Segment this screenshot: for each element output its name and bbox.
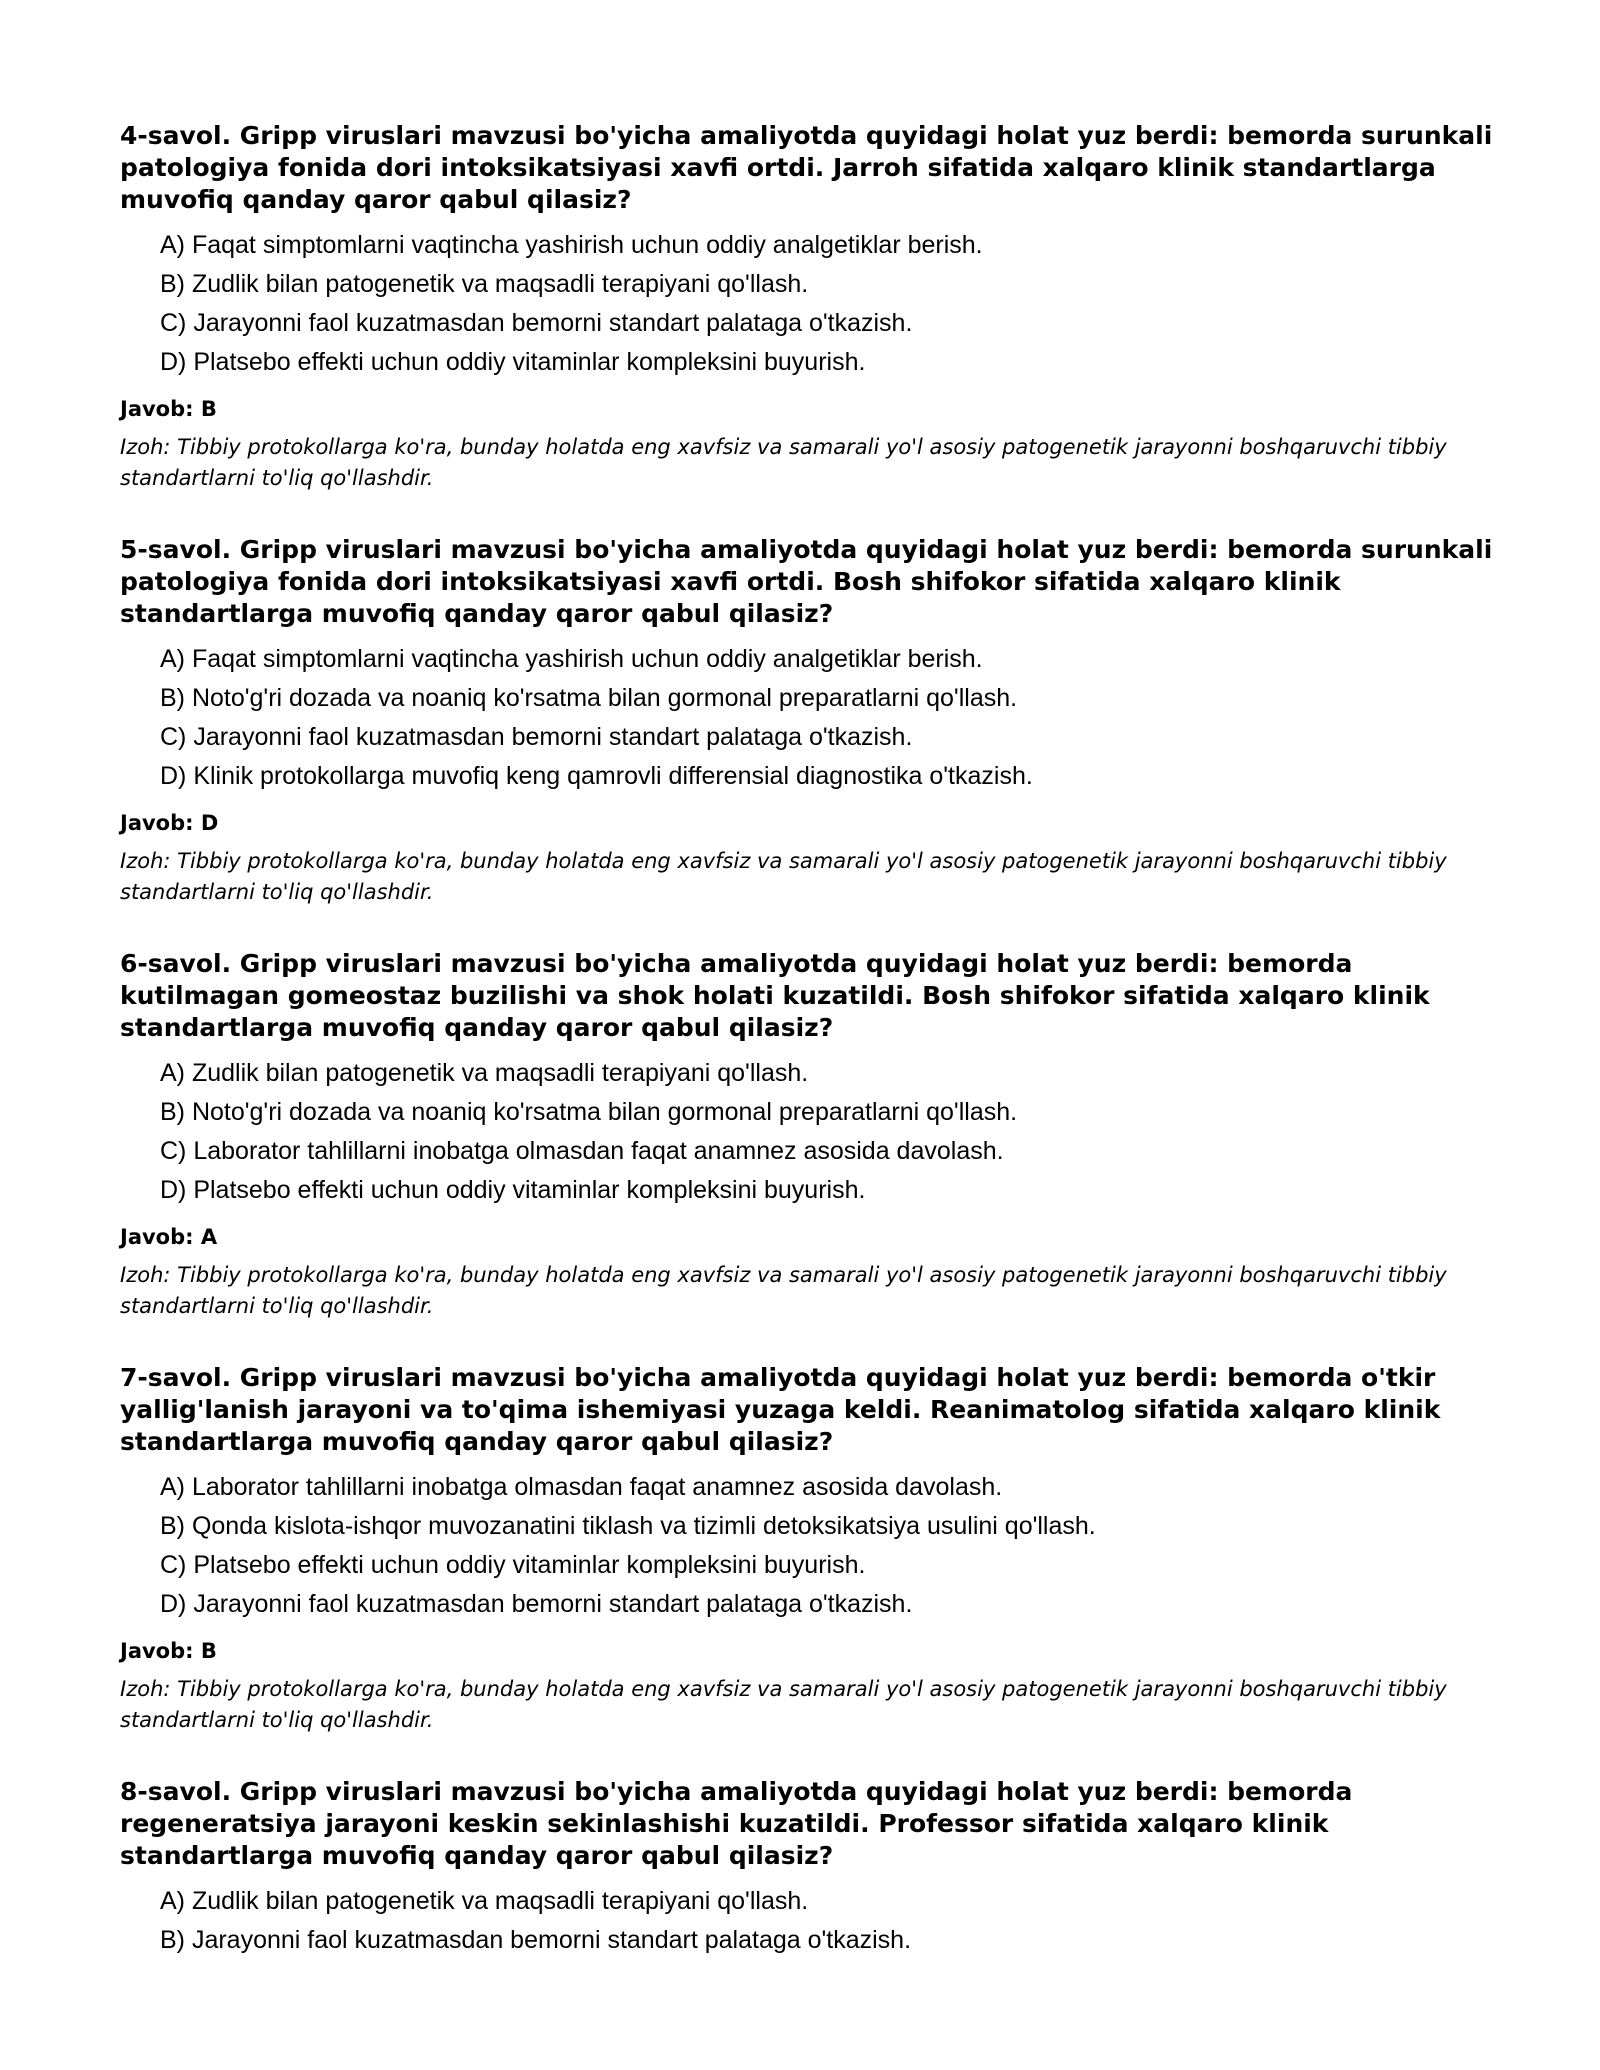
option-c: C) Jarayonni faol kuzatmasdan bemorni standart palataga o'tkazish. xyxy=(160,309,913,337)
explanation-text: Izoh: Tibbiy protokollarga ko'ra, bunday holatda eng xavfsiz va samarali yo'l asosiy patogenetik jarayonni boshqaruvchi tibbiy standartlarni to'liq qo'llashdir. xyxy=(120,435,1447,490)
question-block-6 xyxy=(120,948,1500,1322)
option-a: A) Faqat simptomlarni vaqtincha yashirish uchun oddiy analgetiklar berish. xyxy=(160,231,983,259)
option-d: D) Platsebo effekti uchun oddiy vitaminlar kompleksini buyurish. xyxy=(160,1176,866,1204)
question-block-4 xyxy=(120,120,1500,494)
answer-label: Javob: A xyxy=(120,1225,218,1249)
question-text: 5-savol. Gripp viruslari mavzusi bo'yicha amaliyotda quyidagi holat yuz berdi: bemorda surunkali patologiya fonida dori intoksikatsiyasi xavfi ortdi. Bosh shifokor sifatida xalqaro klinik standartlarga muvofiq qanday qaror qabul qilasiz? xyxy=(120,535,1493,628)
option-a: A) Faqat simptomlarni vaqtincha yashirish uchun oddiy analgetiklar berish. xyxy=(160,645,983,673)
option-c: C) Laborator tahlillarni inobatga olmasdan faqat anamnez asosida davolash. xyxy=(160,1137,1004,1165)
question-block-8 xyxy=(120,1776,1500,1960)
options-list xyxy=(120,640,1500,796)
answer-label: Javob: B xyxy=(120,397,217,421)
answer-label: Javob: B xyxy=(120,1639,217,1663)
question-text: 8-savol. Gripp viruslari mavzusi bo'yicha amaliyotda quyidagi holat yuz berdi: bemorda regeneratsiya jarayoni keskin sekinlashishi kuzatildi. Professor sifatida xalqaro klinik standartlarga muvofiq qanday qaror qabul qilasiz? xyxy=(120,1777,1353,1870)
option-d: D) Klinik protokollarga muvofiq keng qamrovli differensial diagnostika o'tkazish. xyxy=(160,762,1033,790)
question-block-7 xyxy=(120,1362,1500,1736)
question-block-5 xyxy=(120,534,1500,908)
option-b: B) Noto'g'ri dozada va noaniq ko'rsatma bilan gormonal preparatlarni qo'llash. xyxy=(160,1098,1018,1126)
option-b: B) Noto'g'ri dozada va noaniq ko'rsatma bilan gormonal preparatlarni qo'llash. xyxy=(160,684,1018,712)
option-b: B) Qonda kislota-ishqor muvozanatini tiklash va tizimli detoksikatsiya usulini qo'llash. xyxy=(160,1512,1096,1540)
document-page xyxy=(120,120,1500,2000)
option-d: D) Jarayonni faol kuzatmasdan bemorni standart palataga o'tkazish. xyxy=(160,1590,913,1618)
option-c: C) Jarayonni faol kuzatmasdan bemorni standart palataga o'tkazish. xyxy=(160,723,913,751)
explanation-text: Izoh: Tibbiy protokollarga ko'ra, bunday holatda eng xavfsiz va samarali yo'l asosiy patogenetik jarayonni boshqaruvchi tibbiy standartlarni to'liq qo'llashdir. xyxy=(120,1677,1447,1732)
question-text: 4-savol. Gripp viruslari mavzusi bo'yicha amaliyotda quyidagi holat yuz berdi: bemorda surunkali patologiya fonida dori intoksikatsiyasi xavfi ortdi. Jarroh sifatida xalqaro klinik standartlarga muvofiq qanday qaror qabul qilasiz? xyxy=(120,121,1493,214)
options-list xyxy=(120,226,1500,382)
option-a: A) Zudlik bilan patogenetik va maqsadli terapiyani qo'llash. xyxy=(160,1887,809,1915)
options-list xyxy=(120,1468,1500,1624)
option-a: A) Zudlik bilan patogenetik va maqsadli terapiyani qo'llash. xyxy=(160,1059,809,1087)
options-list xyxy=(120,1054,1500,1210)
question-text: 7-savol. Gripp viruslari mavzusi bo'yicha amaliyotda quyidagi holat yuz berdi: bemorda o'tkir yallig'lanish jarayoni va to'qima ishemiyasi yuzaga keldi. Reanimatolog sifatida xalqaro klinik standartlarga muvofiq qanday qaror qabul qilasiz? xyxy=(120,1363,1441,1456)
option-b: B) Jarayonni faol kuzatmasdan bemorni standart palataga o'tkazish. xyxy=(160,1926,912,1954)
option-c: C) Platsebo effekti uchun oddiy vitaminlar kompleksini buyurish. xyxy=(160,1551,866,1579)
option-a: A) Laborator tahlillarni inobatga olmasdan faqat anamnez asosida davolash. xyxy=(160,1473,1003,1501)
option-b: B) Zudlik bilan patogenetik va maqsadli terapiyani qo'llash. xyxy=(160,270,809,298)
answer-label: Javob: D xyxy=(120,811,219,835)
explanation-text: Izoh: Tibbiy protokollarga ko'ra, bunday holatda eng xavfsiz va samarali yo'l asosiy patogenetik jarayonni boshqaruvchi tibbiy standartlarni to'liq qo'llashdir. xyxy=(120,849,1447,904)
question-text: 6-savol. Gripp viruslari mavzusi bo'yicha amaliyotda quyidagi holat yuz berdi: bemorda kutilmagan gomeostaz buzilishi va shok holati kuzatildi. Bosh shifokor sifatida xalqaro klinik standartlarga muvofiq qanday qaror qabul qilasiz? xyxy=(120,949,1430,1042)
options-list xyxy=(120,1882,1500,1960)
option-d: D) Platsebo effekti uchun oddiy vitaminlar kompleksini buyurish. xyxy=(160,348,866,376)
explanation-text: Izoh: Tibbiy protokollarga ko'ra, bunday holatda eng xavfsiz va samarali yo'l asosiy patogenetik jarayonni boshqaruvchi tibbiy standartlarni to'liq qo'llashdir. xyxy=(120,1263,1447,1318)
